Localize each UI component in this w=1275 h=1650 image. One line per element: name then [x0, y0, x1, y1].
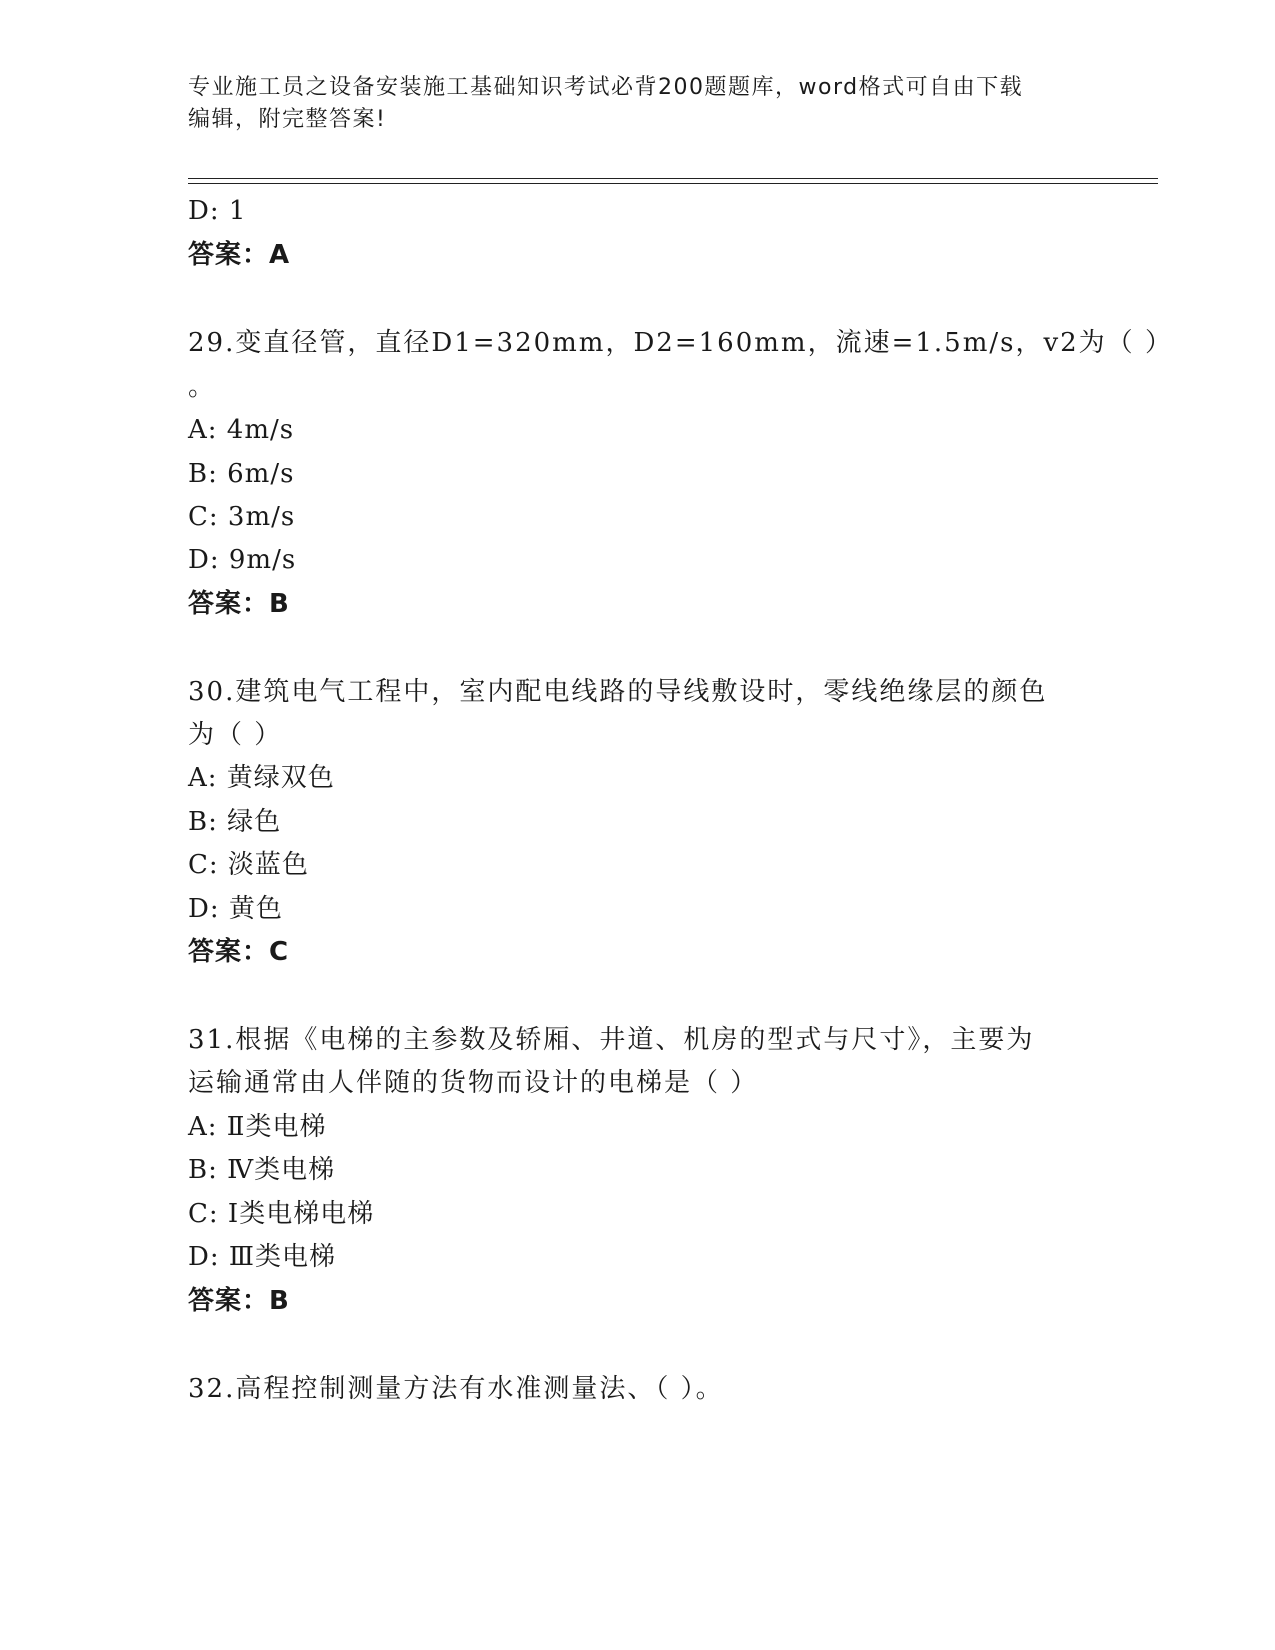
prev-answer: [188, 238, 290, 272]
header-divider-top: [188, 178, 1158, 179]
question-31-answer-label: 答案：: [188, 1286, 270, 1316]
question-31-answer: [188, 1284, 290, 1318]
document-header: 专业施工员之设备安装施工基础知识考试必背200题题库，word格式可自由下载 编辑，附完整答案!: [188, 75, 1024, 132]
question-29-option-a: A: 4m/s: [188, 415, 295, 445]
question-29-answer-value: B: [269, 589, 290, 619]
prev-answer-label: 答案：: [188, 240, 270, 270]
question-30-answer: [188, 935, 289, 969]
question-29-option-b: B: 6m/s: [188, 459, 295, 489]
question-31-answer-value: B: [269, 1286, 290, 1316]
question-30-option-b: B: 绿色: [188, 807, 282, 837]
question-31-option-b: B: Ⅳ类电梯: [188, 1155, 336, 1185]
question-29-text-cont: 。: [188, 372, 217, 402]
prev-option-d: D: 1: [188, 196, 247, 226]
question-29-answer: [188, 587, 290, 621]
question-31-option-a: A: Ⅱ类电梯: [188, 1112, 327, 1142]
question-29-option-d: D: 9m/s: [188, 545, 297, 575]
question-30-text-cont: 为（ ）: [188, 720, 283, 750]
question-30-option-c: C: 淡蓝色: [188, 850, 309, 880]
question-30-text: 30.建筑电气工程中，室内配电线路的导线敷设时，零线绝缘层的颜色: [188, 677, 1048, 707]
question-30-option-d: D: 黄色: [188, 894, 283, 924]
question-31-text: 31.根据《电梯的主参数及轿厢、井道、机房的型式与尺寸》，主要为: [188, 1025, 1035, 1055]
question-31-option-c: C: Ⅰ类电梯电梯: [188, 1199, 375, 1229]
question-29-option-c: C: 3m/s: [188, 502, 296, 532]
prev-answer-value: A: [269, 240, 291, 270]
question-30-option-a: A: 黄绿双色: [188, 763, 335, 793]
question-32-text: 32.高程控制测量方法有水准测量法、（ ）。: [188, 1374, 724, 1404]
question-30-answer-label: 答案：: [188, 937, 270, 967]
question-29-answer-label: 答案：: [188, 589, 270, 619]
question-29-text: 29.变直径管，直径D1=320mm，D2=160mm，流速=1.5m/s，v2为（ ）: [188, 328, 1173, 358]
header-divider-bottom: [188, 183, 1158, 184]
question-30-answer-value: C: [269, 937, 290, 967]
question-31-option-d: D: Ⅲ类电梯: [188, 1242, 336, 1272]
question-31-text-cont: 运输通常由人伴随的货物而设计的电梯是（ ）: [188, 1068, 759, 1098]
